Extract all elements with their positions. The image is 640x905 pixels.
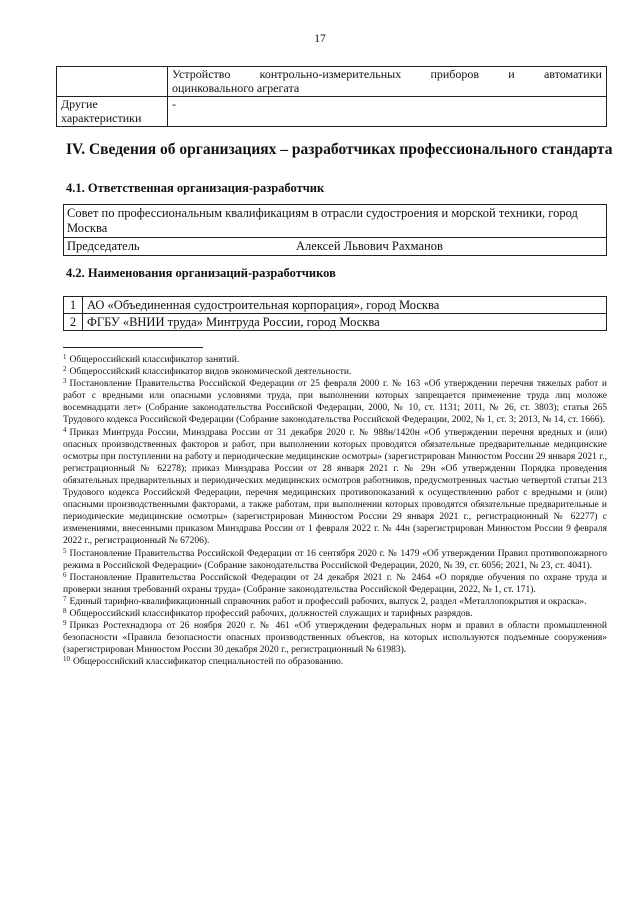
other-characteristics-label-2: характеристики — [61, 110, 142, 125]
footnotes — [63, 354, 607, 668]
table-cell-empty — [57, 67, 168, 97]
footnote-text: Приказ Ростехнадзора от 26 ноября 2020 г. № 461 «Об утверждении федеральных норм и правил в области промышленной безопасности «Правила безопасности опасных производственных объектов, на которых используются подъемные сооружения» (зарегистрирован Минюстом России 30 декабря 2020 г., регистрационный № 61983). — [63, 621, 607, 656]
footnote-number: 4 — [63, 425, 67, 434]
table-cell-label — [57, 97, 168, 127]
word: приборов — [430, 67, 480, 81]
page-number: 17 — [314, 33, 326, 45]
equipment-line-2: оцинковального агрегата — [172, 80, 300, 95]
org-name-line-2: Москва — [67, 221, 108, 235]
other-characteristics-label-1: Другие — [61, 97, 98, 111]
responsible-org-heading: 4.1. Ответственная организация-разработчик — [66, 181, 325, 195]
footnote-text: Общероссийский классификатор занятий. — [69, 355, 240, 365]
equipment-line-1 — [172, 68, 602, 82]
table-row — [57, 67, 607, 97]
section-title: IV. Сведения об организациях – разработчиках профессионального стандарта — [66, 141, 613, 158]
footnote-text: Постановление Правительства Российской Федерации от 25 февраля 2000 г. № 163 «Об утверждении перечня тяжелых работ и работ с вредными или опасными условиями труда, при выполнении которых запрещается применение труда лиц моложе восемнадцати лет» (Собрание законодательства Российской Федерации, 2000, № 10, ст. 1131; 2011, № 26, ст. 3803); статья 265 Трудового кодекса Российской Федерации (Собрание законодательства Российской Федерации, 2002, № 1, ст. 3; 2013, № 14, ст. 1666). — [63, 379, 607, 426]
footnote — [63, 596, 607, 608]
footnote-number: 1 — [63, 353, 67, 361]
org-name-line-1: Совет по профессиональным квалификациям в отрасли судостроения и морской техники, город — [67, 206, 578, 220]
footnote — [63, 656, 607, 668]
footnote-number: 9 — [63, 619, 67, 628]
footnote — [63, 572, 607, 596]
footnote — [63, 378, 607, 426]
word: автоматики — [543, 67, 602, 81]
word: и — [508, 67, 515, 81]
org-number: 2 — [64, 314, 83, 331]
org-name: АО «Объединенная судостроительная корпорация», город Москва — [83, 297, 607, 314]
footnote — [63, 620, 607, 656]
table-row — [64, 238, 607, 256]
footnote — [63, 366, 607, 378]
other-characteristics-value: - — [168, 97, 607, 127]
word: Устройство — [172, 67, 231, 81]
footnote-number: 10 — [63, 655, 70, 664]
table-row — [64, 205, 607, 238]
footnote-text: Постановление Правительства Российской Федерации от 24 декабря 2021 г. № 2464 «О порядке обучения по охране труда и проверки знания требований охраны труда» (Собрание законодательства Российской Федерации, 2022, № 1, ст. 171). — [63, 572, 607, 595]
footnote-text: Единый тарифно-квалификационный справочник работ и профессий рабочих, выпуск 2, раздел «Металлопокрытия и окраска». — [69, 596, 587, 607]
footnote-number: 8 — [63, 606, 67, 615]
footnote-text: Постановление Правительства Российской Федерации от 16 сентября 2020 г. № 1479 «Об утверждении Правил противопожарного режима в Российской Федерации» (Собрание законодательства Российской Федерации, 2020, № 39, ст. 6056; 2021, № 23, ст. 4041). — [63, 548, 607, 571]
characteristics-table — [56, 66, 607, 127]
footnote-number: 2 — [63, 365, 67, 374]
org-number: 1 — [64, 297, 83, 314]
chairman-cell — [64, 238, 607, 256]
footnote-number: 7 — [63, 594, 67, 603]
table-cell-equipment — [168, 67, 607, 97]
footnote — [63, 548, 607, 572]
footnote — [63, 354, 607, 366]
footnote — [63, 608, 607, 620]
word: контрольно-измерительных — [259, 67, 402, 81]
footnote-text: Общероссийский классификатор специальностей по образованию. — [73, 657, 344, 668]
table-row — [64, 297, 607, 314]
footnote-number: 3 — [63, 377, 67, 386]
chairman-label: Председатель — [67, 239, 140, 253]
developer-orgs-table — [63, 296, 607, 331]
footnote-divider — [63, 347, 203, 348]
footnote-number: 6 — [63, 570, 67, 579]
chairman-name: Алексей Львович Рахманов — [296, 239, 443, 253]
table-row — [64, 314, 607, 331]
org-name: ФГБУ «ВНИИ труда» Минтруда России, город Москва — [83, 314, 607, 331]
org-name-cell — [64, 205, 607, 238]
responsible-org-table — [63, 204, 607, 256]
footnote-number: 5 — [63, 546, 67, 555]
table-row — [57, 97, 607, 127]
footnote-text: Приказ Минтруда России, Минздрава России от 31 декабря 2020 г. № 988н/1420н «Об утверждении перечня вредных и (или) опасных производственных факторов и работ, при выполнении которых проводятся обязательные предварительные медицинские осмотры при поступлении на работу и периодические медицинские осмотры» (зарегистрирован Минюстом России 29 января 2021 г., регистрационный № 62278); приказ Минздрава России от 28 января 2021 г. № 29н «Об утверждении Порядка проведения обязательных предварительных и периодических медицинских осмотров работников, предусмотренных частью четвертой статьи 213 Трудового кодекса Российской Федерации, перечня медицинских противопоказаний к осуществлению работ с вредными и (или) опасными производственными факторами, а также работам, при выполнении которых проводятся обязательные предварительные и периодические медицинские осмотры» (зарегистрирован Минюстом России 29 января 2021 г., регистрационный № 62277) с изменениями, внесенными приказом Минздрава России от 1 февраля 2022 г. № 44н (зарегистрирован Минюстом России 9 февраля 2022 г., регистрационный № 67206). — [63, 427, 607, 547]
footnote-text: Общероссийский классификатор видов экономической деятельности. — [69, 367, 352, 378]
developer-orgs-heading: 4.2. Наименования организаций-разработчиков — [66, 266, 336, 280]
footnote — [63, 427, 607, 548]
footnote-text: Общероссийский классификатор профессий рабочих, должностей служащих и тарифных разрядов. — [69, 608, 473, 619]
